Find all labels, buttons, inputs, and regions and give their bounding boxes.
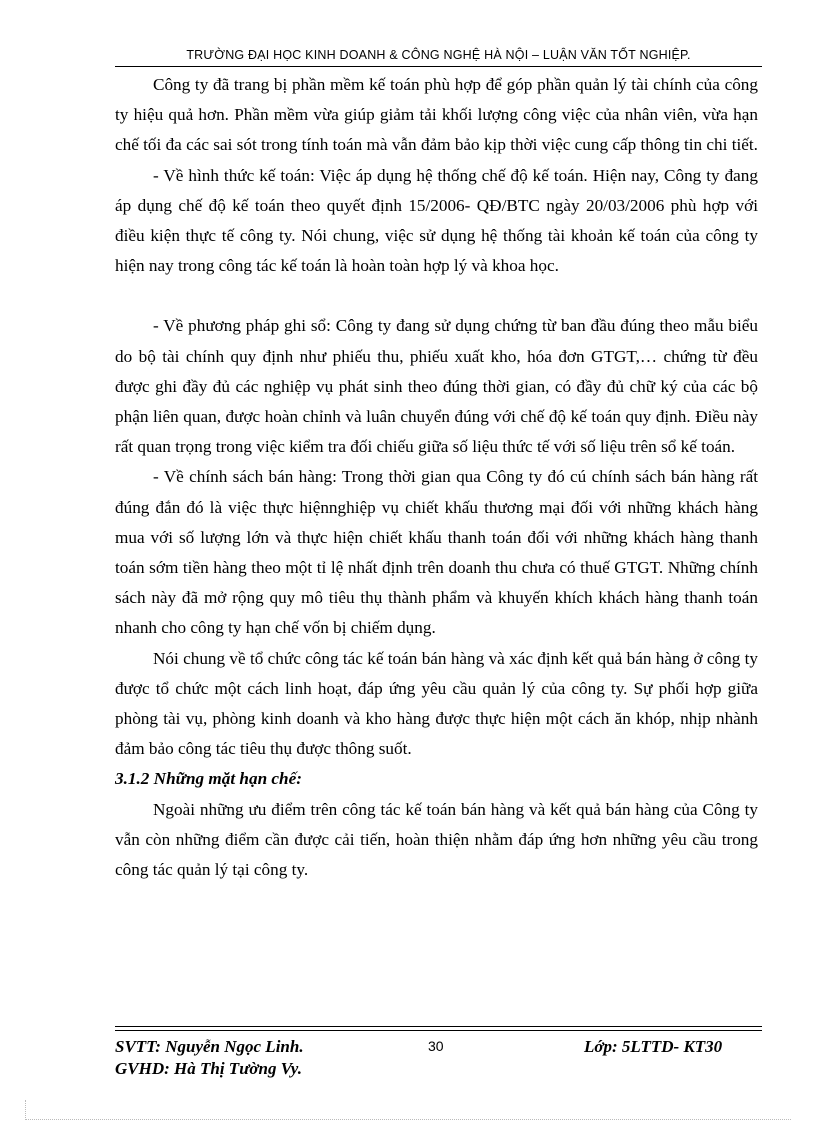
footer-rule-top — [115, 1026, 762, 1027]
paragraph-sales-policy: - Về chính sách bán hàng: Trong thời gian qua Công ty đó cú chính sách bán hàng rất đúng đắn đó là việc thực hiệnnghiệp vụ chiết khấu thương mại đối với những khách hàng mua với số lượng lớn và thực hiện chiết khấu thanh toán đối với những khách hàng thanh toán sớm tiền hàng theo một tỉ lệ nhất định trên doanh thu chưa có thuế GTGT. Những chính sách này đã mở rộng quy mô tiêu thụ thành phẩm và khuyến khích khách hàng thanh toán nhanh cho công ty hạn chế vốn bị chiếm dụng. — [115, 467, 758, 638]
blank-line — [115, 281, 758, 311]
footer-credits — [115, 1036, 304, 1080]
header-rule — [115, 66, 762, 67]
page-header: TRƯỜNG ĐẠI HỌC KINH DOANH & CÔNG NGHỆ HÀ NỘI – LUẬN VĂN TỐT NGHIỆP. — [186, 48, 691, 62]
footer-rule-bottom — [115, 1030, 762, 1031]
paragraph-summary: Nói chung về tổ chức công tác kế toán bán hàng và xác định kết quả bán hàng ở công ty được tổ chức một cách linh hoạt, đáp ứng yêu cầu quản lý của công ty. Sự phối hợp giữa phòng tài vụ, phòng kinh doanh và kho hàng được thực hiện một cách ăn khóp, nhịp nhành đảm bảo công tác tiêu thụ được thông suốt. — [115, 648, 758, 759]
paragraph-limitations: Ngoài những ưu điểm trên công tác kế toán bán hàng và kết quả bán hàng của Công ty vẫn còn những điểm cần được cải tiến, hoàn thiện nhằm đáp ứng hơn những yêu cầu trong công tác quản lý tại công ty. — [115, 799, 758, 880]
paragraph-accounting-form: - Về hình thức kế toán: Việc áp dụng hệ thống chế độ kế toán. Hiện nay, Công ty đang áp dụng chế độ kế toán theo quyết định 15/2006- QĐ/BTC ngày 20/03/2006 phù hợp với điều kiện thực tế công ty. Nói chung, việc sử dụng hệ thống tài khoản kế toán của công ty hiện nay trong công tác kế toán là hoàn toàn hợp lý và khoa học. — [115, 165, 758, 276]
class-label: Lớp: 5LTTD- KT30 — [584, 1037, 723, 1056]
advisor-name: GVHD: Hà Thị Tường Vy. — [115, 1059, 302, 1078]
section-heading: 3.1.2 Những mặt hạn chế: — [115, 769, 302, 789]
page-body — [115, 70, 758, 885]
page-edge-bottom — [25, 1119, 791, 1120]
paragraph-bookkeeping-method: - Về phương pháp ghi sổ: Công ty đang sử dụng chứng từ ban đầu đúng theo mẫu biểu do bộ tài chính quy định như phiếu thu, phiếu xuất kho, hóa đơn GTGT,… chứng từ đều được ghi đầy đủ các nghiệp vụ phát sinh theo đúng thời gian, có đầy đủ chữ ký của các bộ phận liên quan, được hoàn chỉnh và luân chuyển đúng với chế độ kế toán quy định. Điều này rất quan trọng trong việc kiểm tra đối chiếu giữa số liệu thức tế với số liệu trên sổ kế toán. — [115, 316, 758, 457]
page-edge-left — [25, 1100, 26, 1120]
paragraph-software: Công ty đã trang bị phần mềm kế toán phù hợp để góp phần quản lý tài chính của công ty hiệu quả hơn. Phần mềm vừa giúp giảm tải khối lượng công việc của nhân viên, vừa hạn chế tối đa các sai sót trong tính toán mà vẫn đảm bảo kịp thời việc cung cấp thông tin chi tiết. — [115, 75, 758, 155]
page-number: 30 — [428, 1038, 444, 1054]
student-name: SVTT: Nguyễn Ngọc Linh. — [115, 1037, 304, 1056]
